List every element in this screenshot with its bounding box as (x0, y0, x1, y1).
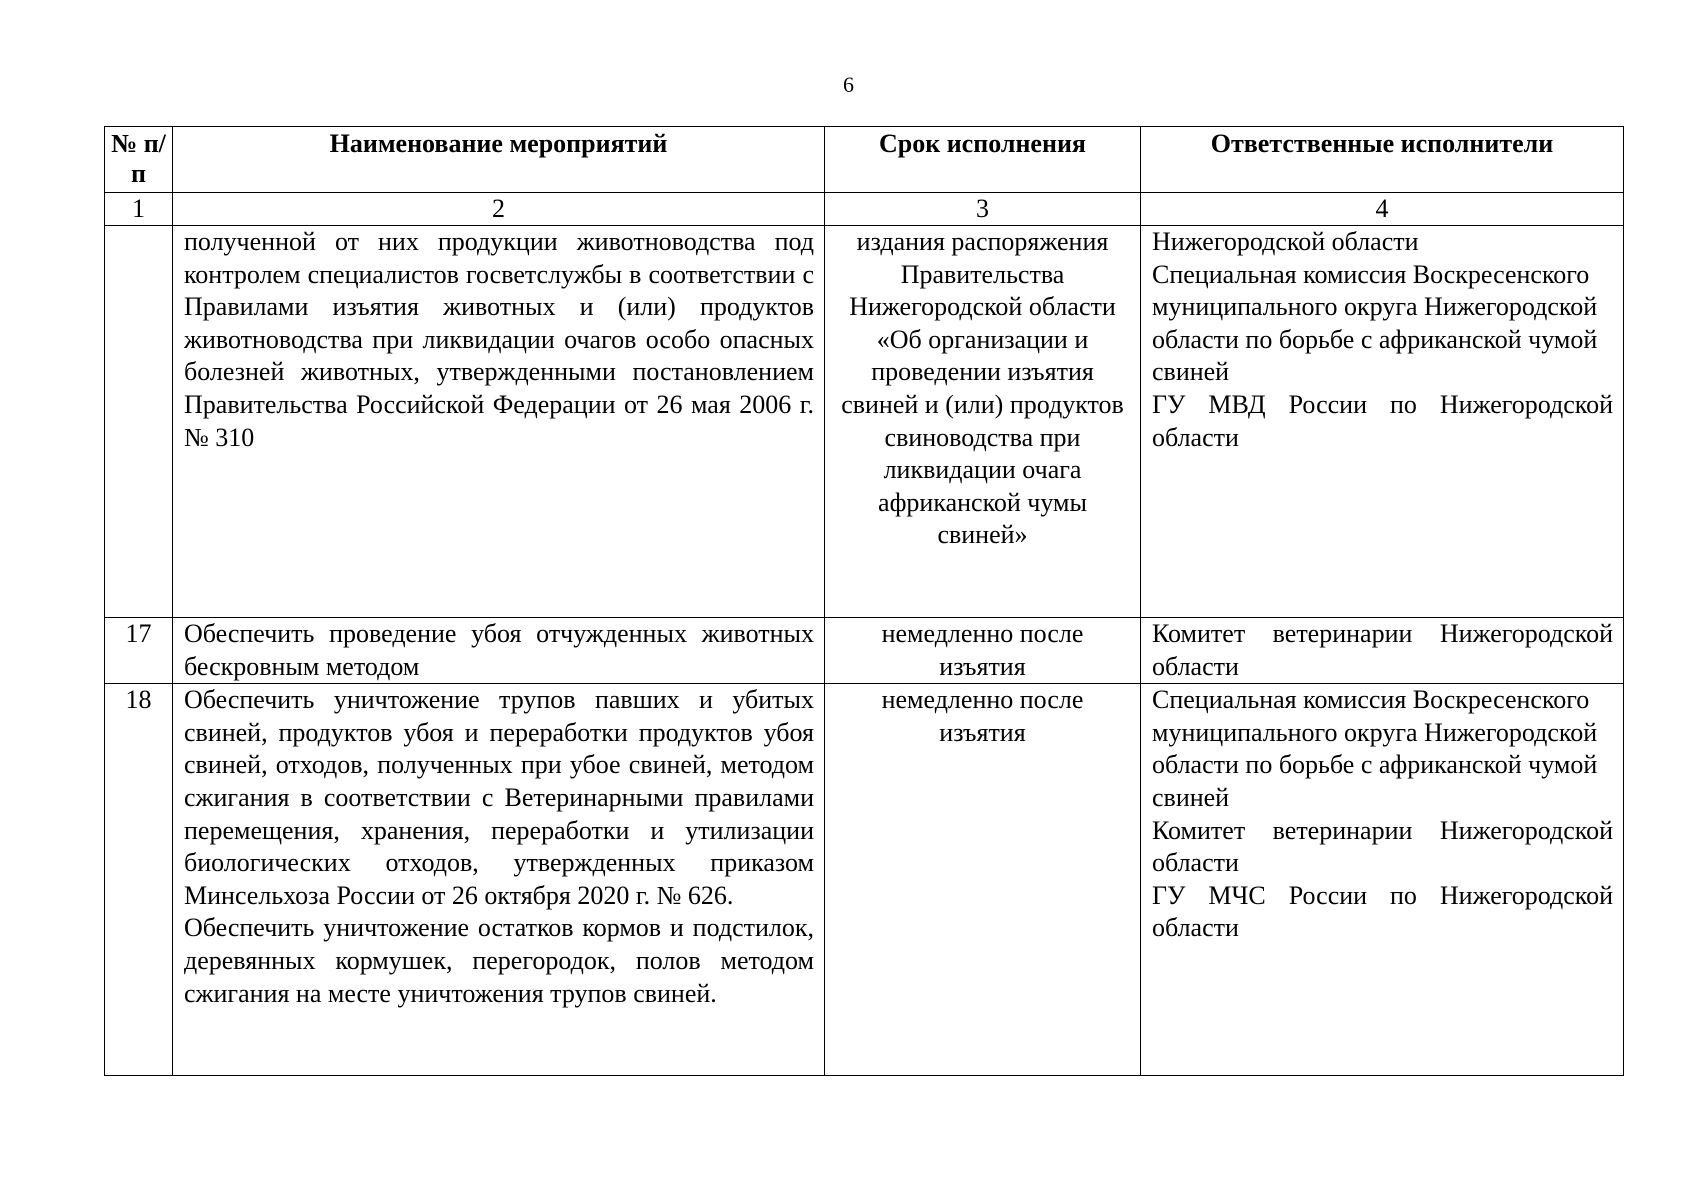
header-deadline: Срок исполнения (825, 127, 1141, 193)
table-header-row (105, 127, 1624, 193)
measure-text: Обеспечить уничтожение остатков кормов и подстилок, деревянных кормушек, перегородок, полов методом сжигания на месте уничтожения трупов свиней. (184, 913, 814, 1008)
column-number: 2 (173, 193, 825, 226)
measure-text: полученной от них продукции животноводства под контролем специалистов госветслужбы в соответствии с Правилами изъятия животных и (или) продуктов животноводства при ликвидации очагов особо опасных болезней животных, утвержденными постановлением Правительства Российской Федерации от 26 мая 2006 г. № 310 (173, 226, 825, 618)
responsible-item: Специальная комиссия Воскресенского муниципального округа Нижегородской области по борьбе с африканской чумой свиней (1152, 259, 1598, 387)
column-number-row (105, 193, 1624, 226)
table-row (105, 618, 1624, 684)
deadline-text: издания распоряжения Правительства Нижегородской области «Об организации и проведении изъятия свиней и (или) продуктов свиноводства при ликвидации очага африканской чумы свиней» (825, 226, 1141, 618)
column-number: 1 (105, 193, 173, 226)
deadline-text: немедленно после изъятия (825, 684, 1141, 1076)
responsible-cell (1141, 684, 1624, 1076)
responsible-item: ГУ МВД России по Нижегородской области (1152, 389, 1613, 452)
page-number: 6 (843, 72, 854, 97)
responsible-cell (1141, 226, 1624, 618)
measures-table (104, 126, 1624, 1076)
responsible-item: Комитет ветеринарии Нижегородской области (1152, 815, 1613, 878)
responsible-item: Комитет ветеринарии Нижегородской области (1152, 619, 1613, 681)
responsible-cell (1141, 618, 1624, 684)
header-responsible: Ответственные исполнители (1141, 127, 1624, 193)
header-measures: Наименование мероприятий (173, 127, 825, 193)
deadline-text: немедленно после изъятия (825, 618, 1141, 684)
column-number: 3 (825, 193, 1141, 226)
row-number: 17 (105, 618, 173, 684)
measure-text: Обеспечить проведение убоя отчужденных животных бескровным методом (173, 618, 825, 684)
responsible-item: Специальная комиссия Воскресенского муниципального округа Нижегородской области по борьбе с африканской чумой свиней (1152, 685, 1598, 812)
row-number: 18 (105, 684, 173, 1076)
measure-cell (173, 684, 825, 1076)
row-number (105, 226, 173, 618)
header-number: № п/п (105, 127, 173, 193)
table-row (105, 684, 1624, 1076)
responsible-item: ГУ МЧС России по Нижегородской области (1152, 880, 1613, 943)
table-row (105, 226, 1624, 618)
responsible-item: Нижегородской области (1152, 227, 1419, 256)
column-number: 4 (1141, 193, 1624, 226)
measure-text: Обеспечить уничтожение трупов павших и убитых свиней, продуктов убоя и переработки продуктов убоя свиней, отходов, полученных при убое свиней, методом сжигания в соответствии с Ветеринарными правилами перемещения, хранения, переработки и утилизации биологических отходов, утвержденных приказом Минсельхоза России от 26 октября 2020 г. № 626. (184, 685, 814, 910)
